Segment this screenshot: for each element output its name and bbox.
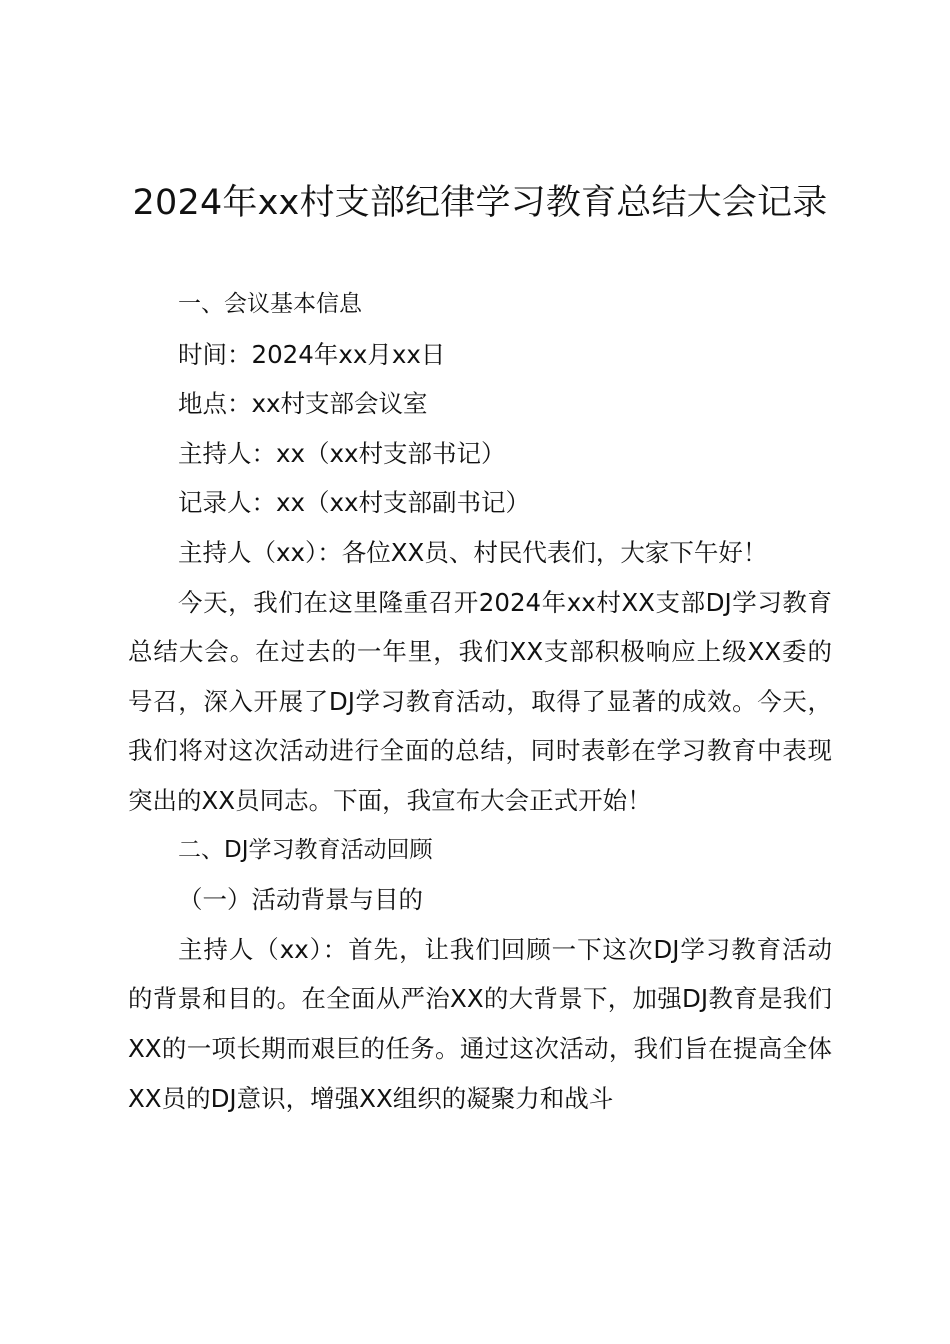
section-heading-review: 二、DJ学习教育活动回顾: [178, 836, 433, 863]
document-body: [128, 280, 832, 1123]
opening-paragraph: 今天，我们在这里隆重召开2024年xx村XX支部DJ学习教育总结大会。在过去的一年里，我们XX支部积极响应上级XX委的号召，深入开展了DJ学习教育活动，取得了显著的成效。今天，我们将对这次活动进行全面的总结，同时表彰在学习教育中表现突出的XX员同志。下面，我宣布大会正式开始！: [128, 587, 832, 815]
section-heading-meeting-info: 一、会议基本信息: [178, 291, 362, 317]
meeting-recorder: 记录人：xx（xx村支部副书记）: [178, 488, 530, 518]
subsection-heading-background: （一）活动背景与目的: [178, 885, 423, 915]
meeting-host: 主持人：xx（xx村支部书记）: [178, 438, 506, 468]
host-greeting: 主持人（xx）：各位XX员、村民代表们，大家下午好！: [178, 537, 768, 567]
background-paragraph: 主持人（xx）：首先，让我们回顾一下这次DJ学习教育活动的背景和目的。在全面从严治XX的大背景下，加强DJ教育是我们XX的一项长期而艰巨的任务。通过这次活动，我们旨在提高全体XX员的DJ意识，增强XX组织的凝聚力和战斗: [128, 934, 832, 1113]
meeting-time: 时间：2024年xx月xx日: [178, 339, 446, 369]
document-title: 2024年xx村支部纪律学习教育总结大会记录: [132, 183, 828, 223]
meeting-location: 地点：xx村支部会议室: [178, 389, 428, 419]
